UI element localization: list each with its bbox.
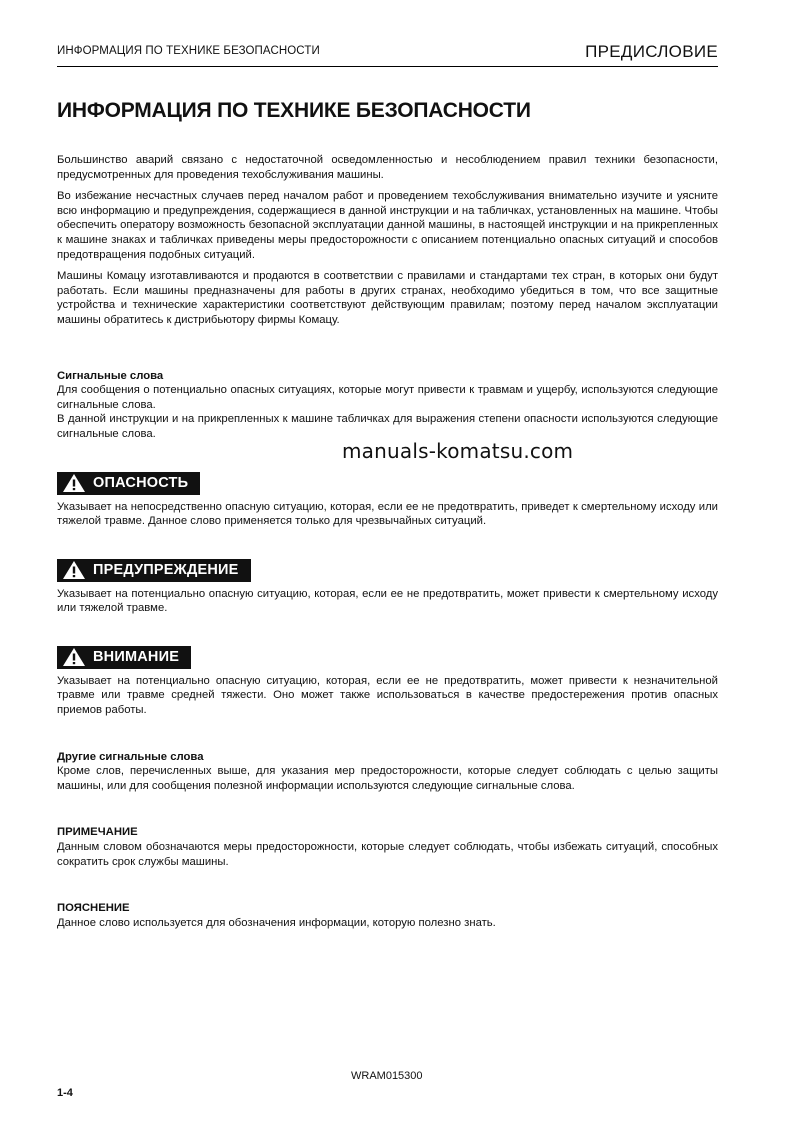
- note-title: ПРИМЕЧАНИЕ: [57, 826, 138, 839]
- signal-words-title: Сигнальные слова: [57, 369, 164, 382]
- page-title: ИНФОРМАЦИЯ ПО ТЕХНИКЕ БЕЗОПАСНОСТИ: [57, 99, 531, 122]
- signal-words-text: Для сообщения о потенциально опасных ситуациях, которые могут привести к травмам и ущербу, используются следующие сигнальные слова.: [57, 384, 718, 411]
- header-divider: [57, 66, 718, 67]
- explanation-text: Данное слово используется для обозначения информации, которую полезно знать.: [57, 916, 496, 929]
- danger-label: ОПАСНОСТЬ: [93, 474, 189, 491]
- header-chapter: ПРЕДИСЛОВИЕ: [585, 42, 718, 61]
- other-signal-words-title: Другие сигнальные слова: [57, 750, 204, 763]
- danger-text: Указывает на непосредственно опасную ситуацию, которая, если ее не предотвратить, приведет к смертельному исходу или тяжелой травме. Данное слово применяется только для чрезвычайных ситуаций.: [57, 500, 718, 528]
- danger-badge: [57, 472, 200, 495]
- intro-paragraph: Большинство аварий связано с недостаточной осведомленностью и несоблюдением правил техники безопасности, предусмотренных для проведения техобслуживания машины.: [57, 154, 718, 181]
- intro-paragraph: Во избежание несчастных случаев перед началом работ и проведением техобслуживания внимательно изучите и уясните всю информацию и предупреждения, содержащиеся в данной инструкции и на табличках, установленных на машине. Чтобы обеспечить оператору возможность безопасной эксплуатации данной машины, в настоящей инструкции и на прикрепленных к машине знаках и табличках приведены меры предосторожности с описанием потенциально опасных ситуаций и способов предотвращения подобных ситуаций.: [57, 190, 718, 261]
- content: [57, 153, 718, 930]
- signal-words-text: В данной инструкции и на прикрепленных к машине табличках для выражения степени опасности используются следующие сигнальные слова.: [57, 413, 718, 440]
- page-number: 1-4: [57, 1087, 73, 1099]
- warning-triangle-icon: [62, 647, 86, 667]
- warning-badge: [57, 559, 251, 582]
- caution-badge: [57, 646, 191, 669]
- warning-label: ПРЕДУПРЕЖДЕНИЕ: [93, 561, 239, 578]
- other-signal-words-text: Кроме слов, перечисленных выше, для указания мер предосторожности, которые следует соблюдать с целью защиты машины, или для сообщения полезной информации используются следующие сигнальные слова.: [57, 765, 718, 792]
- explanation-title: ПОЯСНЕНИЕ: [57, 902, 130, 915]
- caution-label: ВНИМАНИЕ: [93, 649, 180, 666]
- header-section: ИНФОРМАЦИЯ ПО ТЕХНИКЕ БЕЗОПАСНОСТИ: [57, 45, 320, 57]
- watermark: manuals-komatsu.com: [342, 439, 574, 463]
- warning-triangle-icon: [62, 560, 86, 580]
- intro-paragraph: Машины Комацу изготавливаются и продаются в соответствии с правилами и стандартами тех стран, в которых они будут работать. Если машины предназначены для работы в других странах, необходимо убедиться в том, что все защитные устройства и технические характеристики соответствуют действующим правилам; поэтому перед началом эксплуатации машины обратитесь к дистрибьютору фирмы Комацу.: [57, 270, 718, 326]
- warning-text: Указывает на потенциально опасную ситуацию, которая, если ее не предотвратить, может привести к смертельному исходу или тяжелой травме.: [57, 587, 718, 615]
- caution-text: Указывает на потенциально опасную ситуацию, которая, если ее не предотвратить, может привести к незначительной травме или травме средней тяжести. Оно может также использоваться в качестве предостережения против опасных приемов работы.: [57, 674, 718, 717]
- note-text: Данным словом обозначаются меры предосторожности, которые следует соблюдать, чтобы избежать ситуаций, способных сократить срок службы машины.: [57, 841, 718, 868]
- warning-triangle-icon: [62, 473, 86, 493]
- document-code: WRAM015300: [351, 1070, 423, 1082]
